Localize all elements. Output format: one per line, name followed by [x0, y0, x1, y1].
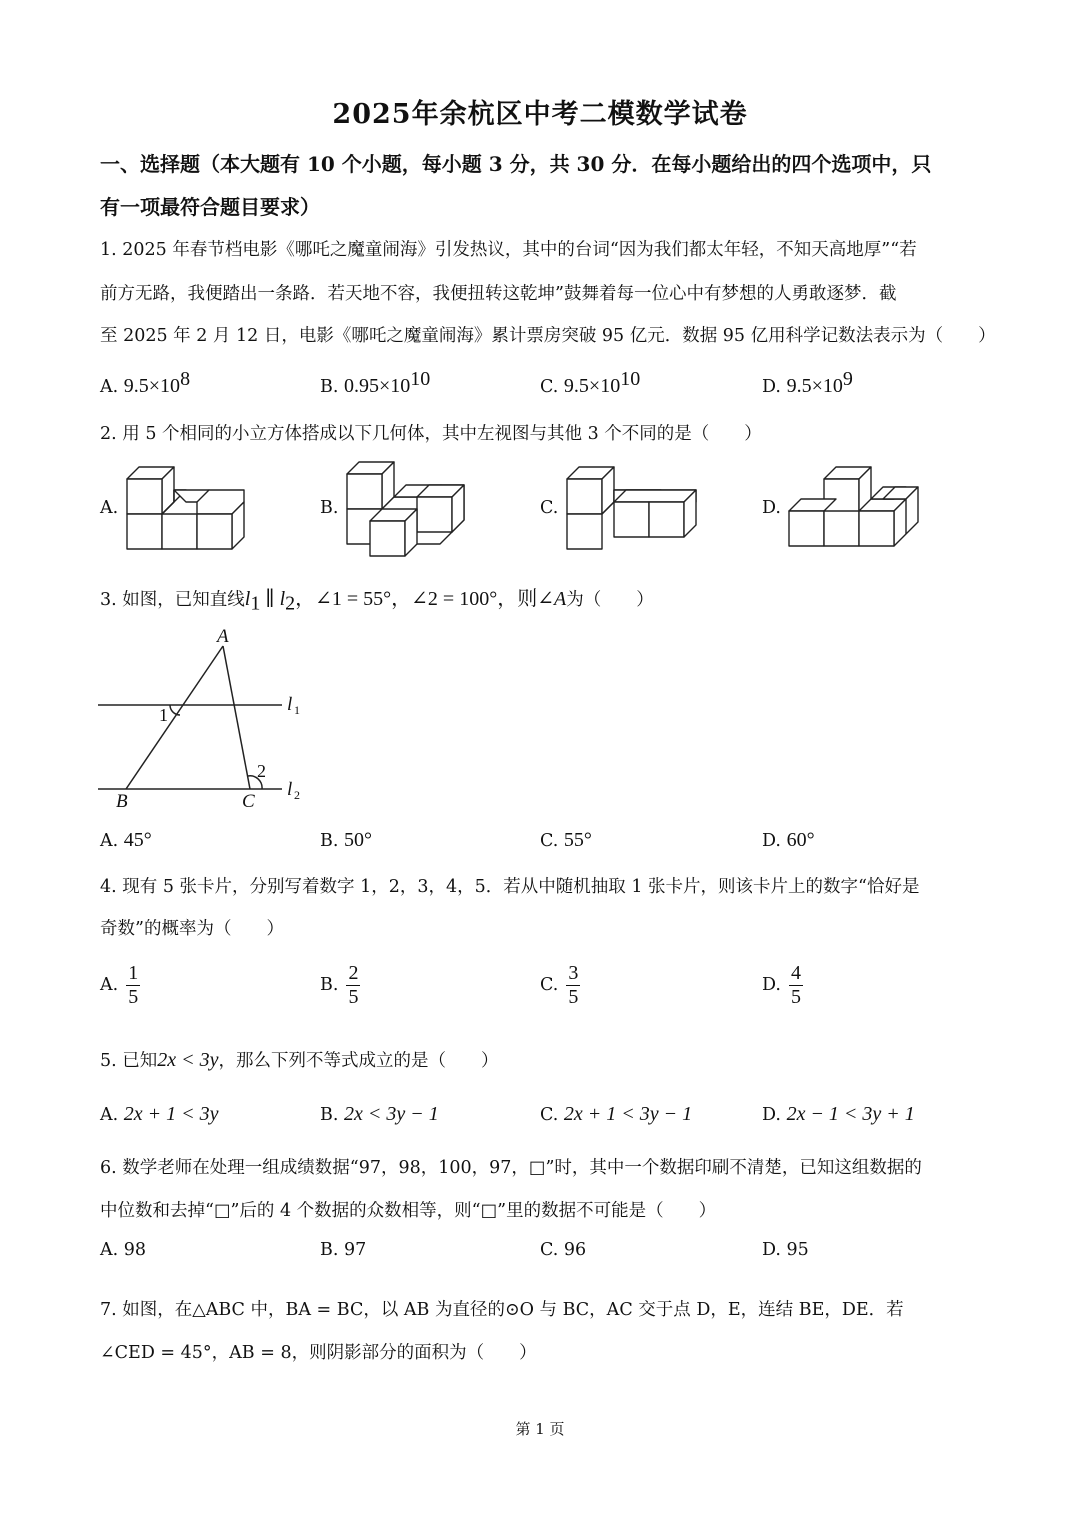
- q4-line2: 奇数”的概率为（ ）: [100, 919, 284, 939]
- label-l2: l: [287, 779, 293, 800]
- q4-line1: 4. 现有 5 张卡片，分别写着数字 1，2，3，4，5．若从中随机抽取 1 张卡片，则该卡片上的数字“恰好是: [100, 877, 920, 897]
- q3-option-c: C. 55°: [540, 829, 592, 851]
- cube-figure-b: [347, 462, 464, 556]
- q6-option-b: B. 97: [320, 1240, 367, 1260]
- page-title: 2025年余杭区中考二模数学试卷: [332, 99, 748, 130]
- q4-option-a: A. $\frac{1}{5}$: [100, 962, 139, 1008]
- section-heading-cont: 有一项最符合题目要求）: [100, 195, 320, 219]
- q3-option-b: B. 50°: [320, 829, 373, 851]
- q6-option-c: C. 96: [540, 1240, 587, 1260]
- cube-figure-a: [127, 467, 244, 549]
- segment-ac: [223, 646, 250, 789]
- q5-option-b: B. 2x < 3y − 1: [320, 1103, 439, 1125]
- cube-figure-c: [567, 467, 696, 549]
- segment-ab: [126, 646, 223, 789]
- label-angle-1: 1: [159, 705, 168, 725]
- angle-1-arc: [170, 705, 180, 715]
- label-angle-2: 2: [257, 761, 266, 781]
- q1-line1: 1. 2025 年春节档电影《哪吒之魔童闹海》引发热议，其中的台词“因为我们都太年轻，不知天高地厚”“若: [100, 240, 917, 260]
- q1-option-a: A. $9.5\times 10^8$: [100, 368, 191, 397]
- q2-label-b: B.: [320, 498, 339, 518]
- q2-label-d: D.: [762, 498, 781, 518]
- q3-option-a: A. 45°: [100, 829, 152, 851]
- q2-cube-figures: [0, 0, 1080, 560]
- q4-option-b: B. $\frac{2}{5}$: [320, 962, 359, 1008]
- q4-option-c: C. $\frac{3}{5}$: [540, 962, 579, 1008]
- q1-line3: 至 2025 年 2 月 12 日，电影《哪吒之魔童闹海》累计票房突破 95 亿元．数据 95 亿用科学记数法表示为（ ）: [100, 326, 996, 346]
- q3-option-d: D. 60°: [762, 829, 815, 851]
- q5-option-a: A. 2x + 1 < 3y: [100, 1103, 219, 1125]
- q6-line2: 中位数和去掉“□”后的 4 个数据的众数相等，则“□”里的数据不可能是（ ）: [100, 1201, 717, 1221]
- q7-line2: ∠CED = 45°，AB = 8，则阴影部分的面积为（ ）: [100, 1343, 537, 1363]
- q5-option-d: D. 2x − 1 < 3y + 1: [762, 1103, 915, 1125]
- section-heading: 一、选择题（本大题有 10 个小题，每小题 3 分，共 30 分．在每小题给出的四个选项中，只: [100, 152, 932, 176]
- q6-option-a: A. 98: [100, 1240, 147, 1260]
- q2-stem: 2. 用 5 个相同的小立方体搭成以下几何体，其中左视图与其他 3 个不同的是（ ）: [100, 424, 762, 444]
- q1-option-b: B. $0.95\times 10^{10}$: [320, 368, 431, 397]
- q4-option-d: D. $\frac{4}{5}$: [762, 962, 801, 1008]
- q3-parallel-lines-figure: [90, 620, 330, 820]
- label-l2-sub: 2: [294, 788, 300, 802]
- page-number: 第 1 页: [515, 1420, 565, 1438]
- label-b: B: [116, 791, 128, 812]
- label-l1-sub: 1: [294, 703, 300, 717]
- q5-option-c: C. 2x + 1 < 3y − 1: [540, 1103, 693, 1125]
- label-c: C: [242, 791, 255, 812]
- q7-line1: 7. 如图，在△ABC 中，BA = BC，以 AB 为直径的⊙O 与 BC，AC 交于点 D，E，连结 BE，DE．若: [100, 1300, 904, 1320]
- q3-stem: 3. 如图，已知直线$l_1$ ∥ $l_2$，∠1 = 55°，∠2 = 100°，则∠A为（ ）: [100, 588, 654, 615]
- q2-label-c: C.: [540, 498, 559, 518]
- q1-option-d: D. $9.5\times 10^9$: [762, 368, 853, 397]
- q1-option-c: C. $9.5\times 10^{10}$: [540, 368, 641, 397]
- q5-stem: 5. 已知2x < 3y，那么下列不等式成立的是（ ）: [100, 1049, 499, 1071]
- q6-line1: 6. 数学老师在处理一组成绩数据“97，98，100，97，□”时，其中一个数据印刷不清楚，已知这组数据的: [100, 1158, 922, 1178]
- label-l1: l: [287, 694, 293, 715]
- q1-line2: 前方无路，我便踏出一条路．若天地不容，我便扭转这乾坤”鼓舞着每一位心中有梦想的人勇敢逐梦．截: [100, 284, 897, 304]
- cube-figure-d: [789, 467, 918, 546]
- label-a: A: [217, 626, 229, 647]
- q2-label-a: A.: [100, 498, 119, 518]
- q6-option-d: D. 95: [762, 1240, 809, 1260]
